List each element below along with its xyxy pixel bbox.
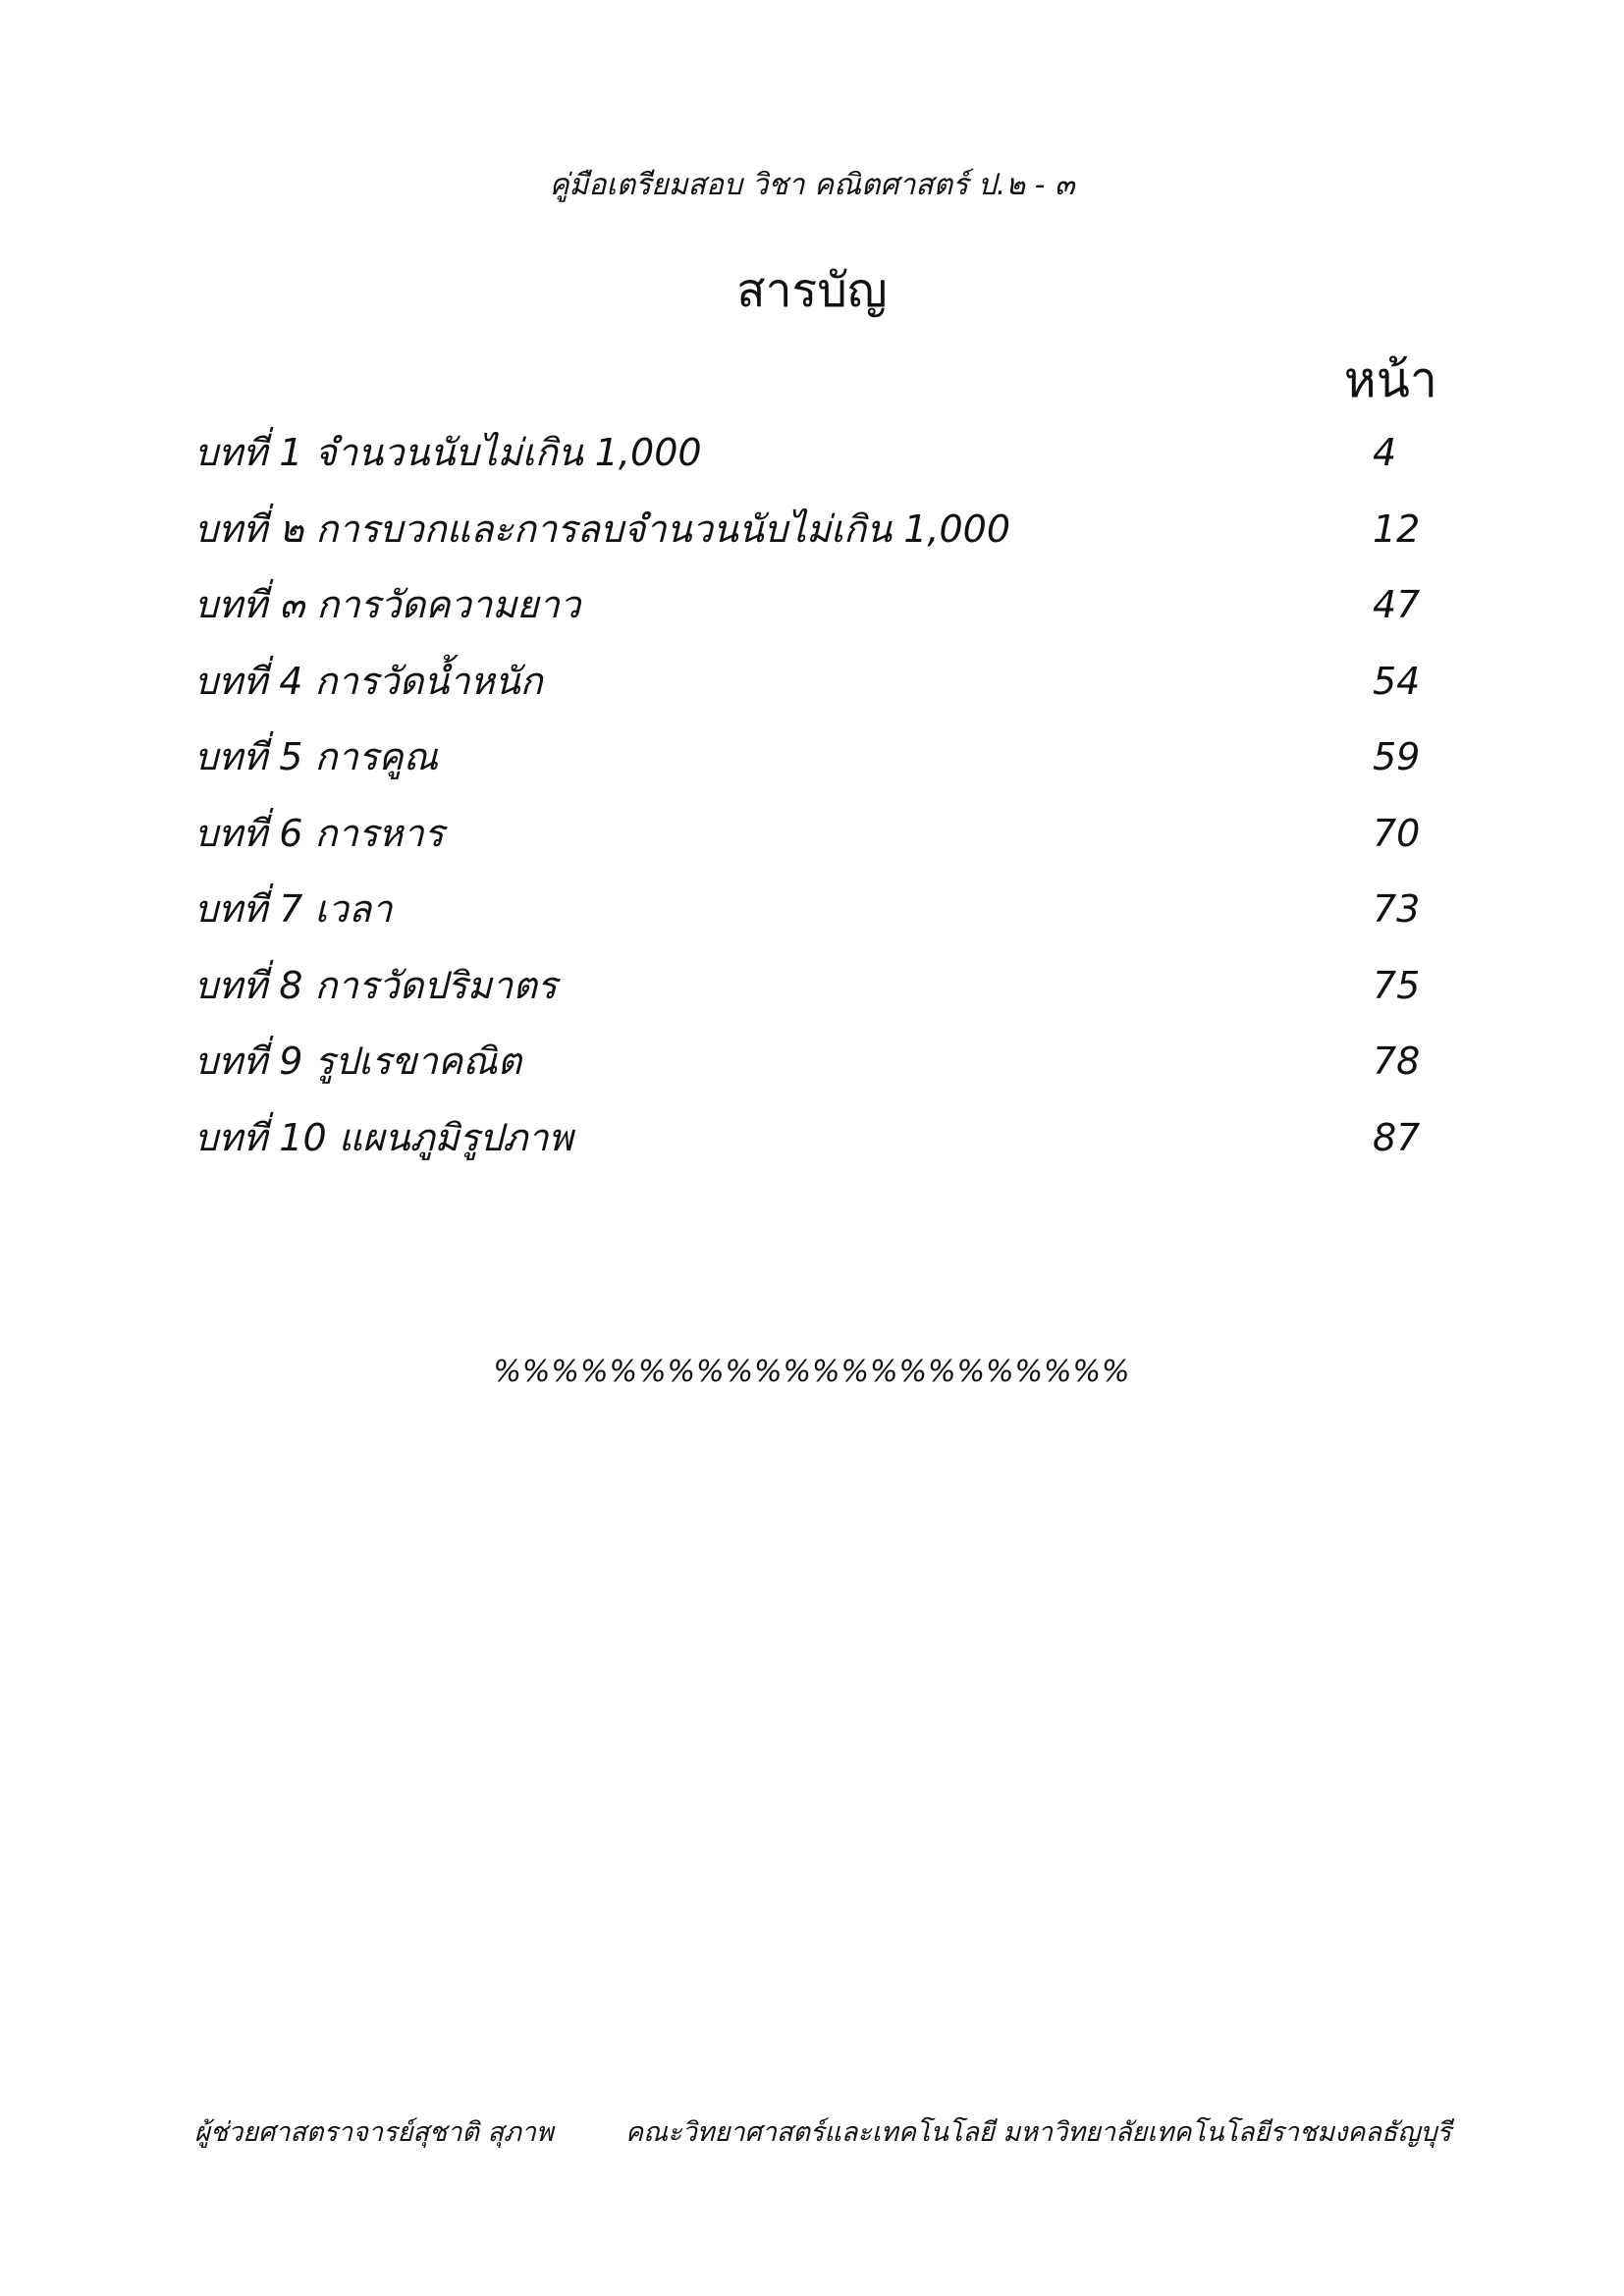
toc-row-1: [194, 422, 1432, 499]
toc-page-number: 59: [1373, 735, 1421, 778]
toc-chapter: บทที่ 8 การวัดปริมาตร: [194, 963, 558, 1007]
page-title: สารบัญ: [736, 263, 888, 318]
toc-row-9: [194, 1031, 1432, 1107]
running-header: คู่มือเตรียมสอบ วิชา คณิตศาสตร์ ป.๒ - ๓: [549, 168, 1075, 202]
toc-chapter: บทที่ 6 การหาร: [194, 811, 445, 855]
toc-chapter: บทที่ 5 การคูณ: [194, 735, 438, 778]
toc-page-number: 12: [1373, 507, 1421, 551]
toc-page-number: 4: [1373, 431, 1397, 474]
toc-chapter: บทที่ 1 จำนวนนับไม่เกิน 1,000: [194, 431, 702, 474]
section-divider: %%%%%%%%%%%%%%%%%%%%%%: [493, 1355, 1131, 1389]
toc-row-10: [194, 1107, 1432, 1184]
toc-row-5: [194, 726, 1432, 803]
toc-chapter: บทที่ ๒ การบวกและการลบจำนวนนับไม่เกิน 1,000: [194, 507, 1010, 551]
toc-row-8: [194, 955, 1432, 1032]
toc-row-4: [194, 651, 1432, 727]
toc-row-6: [194, 803, 1432, 880]
toc-page-number: 78: [1373, 1040, 1421, 1083]
toc-chapter: บทที่ 4 การวัดน้ำหนัก: [194, 659, 543, 703]
toc-row-7: [194, 879, 1432, 955]
table-of-contents: [194, 422, 1432, 1183]
toc-row-2: [194, 499, 1432, 575]
toc-chapter: บทที่ ๓ การวัดความยาว: [194, 583, 581, 626]
toc-chapter: บทที่ 7 เวลา: [194, 887, 393, 931]
toc-page-number: 73: [1373, 887, 1421, 931]
toc-page-number: 54: [1373, 659, 1421, 703]
page-column-label: หน้า: [1343, 351, 1437, 408]
footer-affiliation: คณะวิทยาศาสตร์และเทคโนโลยี มหาวิทยาลัยเทคโนโลยีราชมงคลธัญบุรี: [625, 2117, 1451, 2148]
footer-author: ผู้ช่วยศาสตราจารย์สุชาติ สุภาพ: [194, 2117, 554, 2148]
toc-chapter: บทที่ 9 รูปเรขาคณิต: [194, 1040, 522, 1083]
toc-chapter: บทที่ 10 แผนภูมิรูปภาพ: [194, 1115, 573, 1159]
toc-page-number: 75: [1373, 963, 1421, 1007]
toc-page-number: 47: [1373, 583, 1421, 626]
toc-page-number: 70: [1373, 811, 1421, 855]
toc-row-3: [194, 574, 1432, 651]
toc-page-number: 87: [1373, 1115, 1421, 1159]
